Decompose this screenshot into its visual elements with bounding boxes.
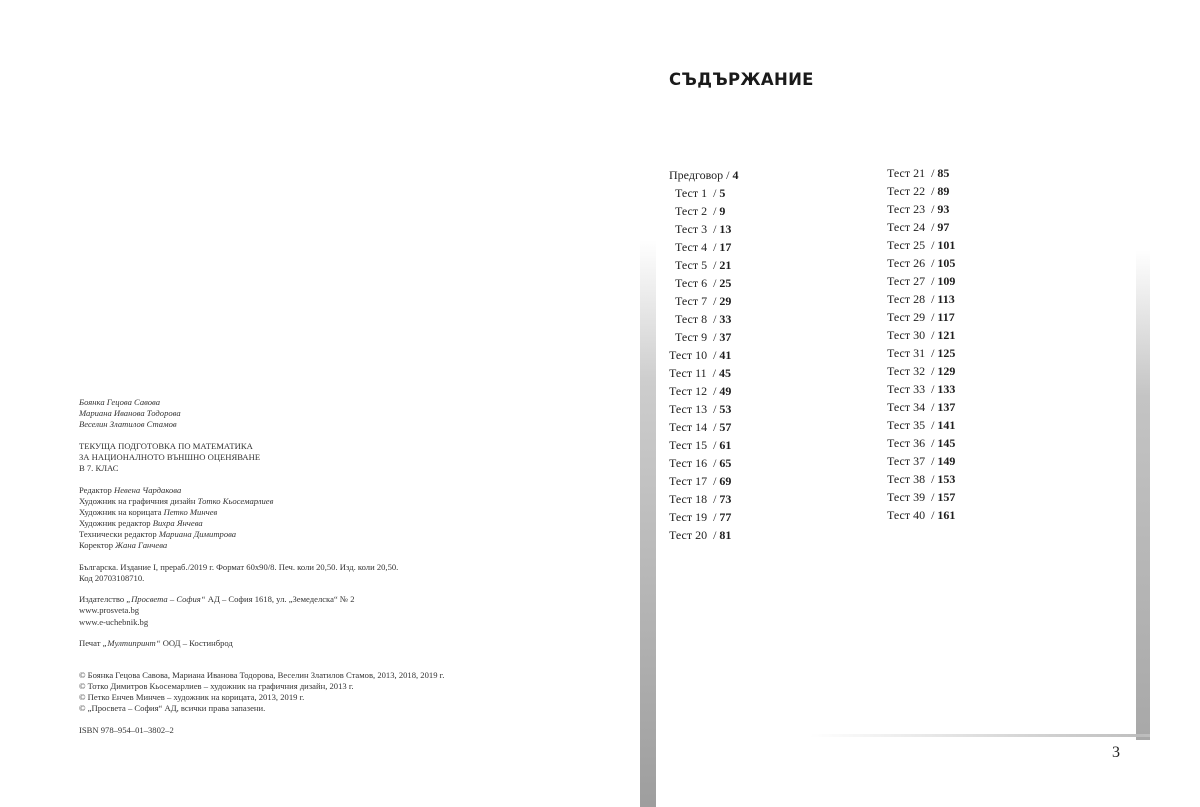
toc-entry-separator: / xyxy=(707,330,720,344)
toc-entry-separator: / xyxy=(707,186,720,200)
toc-entry-separator: / xyxy=(706,366,719,380)
credit-line: Художник на графичния дизайн Тотко Кьосемарлиев xyxy=(79,495,274,506)
toc-entry-page: 17 xyxy=(719,240,732,254)
book-title-line: В 7. КЛАС xyxy=(79,462,119,473)
toc-entry[interactable] xyxy=(887,362,955,380)
isbn-line: ISBN 978–954–01–3802–2 xyxy=(79,725,174,736)
toc-entry-page: 137 xyxy=(937,400,956,414)
toc-entry-page: 109 xyxy=(937,274,956,288)
toc-entry-page: 4 xyxy=(732,168,739,182)
toc-entry[interactable] xyxy=(669,346,739,364)
toc-entry[interactable] xyxy=(669,418,739,436)
toc-entry-page: 133 xyxy=(937,382,956,396)
toc-entry[interactable] xyxy=(669,292,739,310)
toc-entry-separator: / xyxy=(925,400,938,414)
toc-entry[interactable] xyxy=(887,380,955,398)
toc-entry-label: Тест 7 xyxy=(675,294,708,308)
copyright-line: © Петко Енчев Минчев – художник на корицата, 2013, 2019 г. xyxy=(79,692,305,703)
toc-entry-label: Тест 30 xyxy=(887,328,926,342)
toc-entry[interactable] xyxy=(887,218,955,236)
toc-entry-page: 41 xyxy=(719,348,732,362)
toc-entry-label: Тест 5 xyxy=(675,258,708,272)
toc-entry-page: 85 xyxy=(937,166,950,180)
toc-entry[interactable] xyxy=(887,272,955,290)
toc-entry-page: 89 xyxy=(937,184,950,198)
toc-entry-label: Тест 6 xyxy=(675,276,708,290)
toc-entry-label: Тест 15 xyxy=(669,438,708,452)
toc-entry-separator: / xyxy=(707,276,720,290)
toc-entry-page: 125 xyxy=(937,346,956,360)
toc-entry-separator: / xyxy=(707,384,720,398)
toc-column-left xyxy=(669,166,739,544)
author-line: Веселин Златилов Стамов xyxy=(79,419,177,430)
toc-entry-label: Тест 27 xyxy=(887,274,926,288)
copyright-line: © Тотко Димитров Кьосемарлиев – художник на графичния дизайн, 2013 г. xyxy=(79,681,354,692)
toc-entry-separator: / xyxy=(925,418,938,432)
toc-entry-page: 37 xyxy=(719,330,732,344)
toc-entry[interactable] xyxy=(669,184,739,202)
toc-entry-separator: / xyxy=(707,402,720,416)
toc-entry-page: 93 xyxy=(937,202,950,216)
toc-entry-separator: / xyxy=(707,492,720,506)
toc-entry[interactable] xyxy=(887,290,955,308)
credit-line: Художник на корицата Петко Минчев xyxy=(79,506,218,517)
toc-entry[interactable] xyxy=(669,454,739,472)
toc-entry-label: Тест 38 xyxy=(887,472,926,486)
toc-entry-label: Тест 35 xyxy=(887,418,926,432)
toc-entry-label: Тест 2 xyxy=(675,204,708,218)
toc-title: СЪДЪРЖАНИЕ xyxy=(669,70,814,89)
toc-column-right xyxy=(887,164,955,524)
toc-entry[interactable] xyxy=(887,398,955,416)
toc-entry-page: 65 xyxy=(719,456,732,470)
toc-entry[interactable] xyxy=(669,328,739,346)
page-edge-shadow xyxy=(1136,250,1150,740)
toc-entry[interactable] xyxy=(669,400,739,418)
toc-entry-label: Тест 18 xyxy=(669,492,708,506)
toc-entry-separator: / xyxy=(925,238,938,252)
toc-entry-label: Тест 20 xyxy=(669,528,708,542)
toc-entry-separator: / xyxy=(925,310,938,324)
toc-entry[interactable] xyxy=(669,166,739,184)
toc-entry[interactable] xyxy=(887,470,955,488)
toc-entry[interactable] xyxy=(669,220,739,238)
toc-entry-separator: / xyxy=(925,508,938,522)
toc-entry-separator: / xyxy=(707,204,720,218)
page-number: 3 xyxy=(1112,744,1120,761)
toc-entry-page: 53 xyxy=(719,402,732,416)
toc-entry-label: Тест 28 xyxy=(887,292,926,306)
toc-entry-page: 29 xyxy=(719,294,732,308)
toc-entry-separator: / xyxy=(707,510,720,524)
toc-entry-label: Тест 37 xyxy=(887,454,926,468)
toc-entry-label: Тест 14 xyxy=(669,420,708,434)
toc-entry-separator: / xyxy=(707,312,720,326)
toc-entry[interactable] xyxy=(669,490,739,508)
toc-entry-label: Тест 29 xyxy=(887,310,926,324)
toc-entry-page: 129 xyxy=(937,364,956,378)
toc-entry-page: 161 xyxy=(937,508,956,522)
toc-entry-label: Тест 36 xyxy=(887,436,926,450)
toc-entry-separator: / xyxy=(707,456,720,470)
toc-entry-label: Тест 8 xyxy=(675,312,708,326)
toc-entry-page: 141 xyxy=(937,418,956,432)
toc-entry-label: Тест 9 xyxy=(675,330,708,344)
toc-entry-separator: / xyxy=(925,256,938,270)
toc-entry-separator: / xyxy=(925,292,938,306)
toc-entry-separator: / xyxy=(925,202,938,216)
toc-entry-page: 5 xyxy=(719,186,726,200)
author-line: Боянка Гецова Савова xyxy=(79,397,160,407)
toc-entry-page: 69 xyxy=(719,474,732,488)
toc-entry-label: Тест 25 xyxy=(887,238,926,252)
toc-entry-label: Тест 4 xyxy=(675,240,708,254)
toc-entry-label: Тест 23 xyxy=(887,202,926,216)
toc-entry-separator: / xyxy=(723,168,733,182)
toc-entry-separator: / xyxy=(707,240,720,254)
toc-entry-label: Тест 11 xyxy=(669,366,707,380)
website-link: www.e-uchebnik.bg xyxy=(79,616,149,627)
toc-entry-page: 97 xyxy=(937,220,950,234)
toc-entry-page: 21 xyxy=(719,258,732,272)
toc-entry-label: Тест 3 xyxy=(675,222,708,236)
toc-entry-page: 101 xyxy=(937,238,956,252)
right-page xyxy=(640,0,1200,807)
toc-entry[interactable] xyxy=(887,434,955,452)
toc-entry-page: 33 xyxy=(719,312,732,326)
toc-entry-label: Тест 19 xyxy=(669,510,708,524)
toc-entry-separator: / xyxy=(925,364,938,378)
book-title-line: ЗА НАЦИОНАЛНОТО ВЪНШНО ОЦЕНЯВАНЕ xyxy=(79,451,261,462)
toc-entry-label: Тест 16 xyxy=(669,456,708,470)
copyright-line: © Боянка Гецова Савова, Мариана Иванова Тодорова, Веселин Златилов Стамов, 2013, 2018, 2019 г. xyxy=(79,670,445,681)
toc-entry-label: Тест 13 xyxy=(669,402,708,416)
toc-entry-label: Тест 21 xyxy=(887,166,926,180)
toc-entry-separator: / xyxy=(707,294,720,308)
toc-entry-separator: / xyxy=(925,220,938,234)
toc-entry[interactable] xyxy=(887,506,955,524)
toc-entry-page: 73 xyxy=(719,492,732,506)
toc-entry[interactable] xyxy=(887,236,955,254)
toc-entry-label: Тест 24 xyxy=(887,220,926,234)
bottom-divider xyxy=(810,734,1150,737)
toc-entry-separator: / xyxy=(707,528,720,542)
credit-line: Редактор Невена Чардакова xyxy=(79,484,182,495)
toc-entry[interactable] xyxy=(887,182,955,200)
toc-entry-page: 105 xyxy=(937,256,956,270)
publisher-line: Издателство „Просвета – София“ АД – София 1618, ул. „Земеделска“ № 2 xyxy=(79,594,355,605)
toc-entry[interactable] xyxy=(669,436,739,454)
toc-entry-label: Тест 34 xyxy=(887,400,926,414)
toc-entry[interactable] xyxy=(669,238,739,256)
toc-entry-separator: / xyxy=(925,490,938,504)
toc-entry[interactable] xyxy=(887,344,955,362)
toc-entry[interactable] xyxy=(669,256,739,274)
toc-entry-page: 153 xyxy=(937,472,956,486)
edition-line: Код 20703108710. xyxy=(79,572,145,583)
toc-entry-label: Тест 17 xyxy=(669,474,708,488)
toc-entry-page: 145 xyxy=(937,436,956,450)
toc-entry-separator: / xyxy=(707,348,720,362)
toc-entry[interactable] xyxy=(669,508,739,526)
toc-entry[interactable] xyxy=(887,254,955,272)
toc-entry-page: 57 xyxy=(719,420,732,434)
toc-entry-page: 121 xyxy=(937,328,956,342)
toc-entry-separator: / xyxy=(925,436,938,450)
page-edge-shadow xyxy=(640,240,656,807)
toc-entry-label: Тест 32 xyxy=(887,364,926,378)
credit-line: Художник редактор Вихра Янчева xyxy=(79,517,203,528)
toc-entry-separator: / xyxy=(925,346,938,360)
toc-entry[interactable] xyxy=(669,274,739,292)
toc-entry-separator: / xyxy=(925,382,938,396)
edition-line: Българска. Издание I, прераб./2019 г. Формат 60х90/8. Печ. коли 20,50. Изд. коли 20,50. xyxy=(79,561,399,572)
toc-entry[interactable] xyxy=(887,200,955,218)
toc-entry-separator: / xyxy=(925,328,938,342)
toc-entry-page: 157 xyxy=(937,490,956,504)
toc-entry-separator: / xyxy=(925,166,938,180)
toc-entry-label: Тест 40 xyxy=(887,508,926,522)
toc-entry-label: Тест 1 xyxy=(675,186,708,200)
toc-entry[interactable] xyxy=(887,164,955,182)
toc-entry[interactable] xyxy=(669,382,739,400)
copyright-line: © „Просвета – София“ АД, всички права запазени. xyxy=(79,703,266,714)
toc-entry-label: Предговор xyxy=(669,168,724,182)
toc-entry-page: 77 xyxy=(719,510,732,524)
toc-entry-label: Тест 10 xyxy=(669,348,708,362)
toc-entry-page: 117 xyxy=(937,310,955,324)
toc-entry-separator: / xyxy=(707,420,720,434)
toc-entry-separator: / xyxy=(707,258,720,272)
printer-line: Печат „Мултипринт“ ООД – Костинброд xyxy=(79,638,233,649)
toc-entry-separator: / xyxy=(925,454,938,468)
toc-entry-label: Тест 22 xyxy=(887,184,926,198)
toc-entry-page: 113 xyxy=(937,292,955,306)
toc-entry-label: Тест 26 xyxy=(887,256,926,270)
toc-entry-page: 25 xyxy=(719,276,732,290)
toc-entry[interactable] xyxy=(887,326,955,344)
website-link: www.prosveta.bg xyxy=(79,605,140,616)
toc-entry-label: Тест 12 xyxy=(669,384,708,398)
toc-entry-page: 9 xyxy=(719,204,726,218)
toc-entry[interactable] xyxy=(887,308,955,326)
toc-entry-separator: / xyxy=(925,184,938,198)
toc-entry[interactable] xyxy=(669,364,739,382)
toc-entry-page: 61 xyxy=(719,438,732,452)
toc-entry[interactable] xyxy=(669,202,739,220)
toc-entry[interactable] xyxy=(887,416,955,434)
toc-entry-label: Тест 39 xyxy=(887,490,926,504)
toc-entry-separator: / xyxy=(707,222,720,236)
toc-entry[interactable] xyxy=(669,472,739,490)
credit-line: Технически редактор Мариана Димитрова xyxy=(79,528,237,539)
toc-entry[interactable] xyxy=(669,526,739,544)
toc-entry-separator: / xyxy=(707,438,720,452)
author-line: Мариана Иванова Тодорова xyxy=(79,408,181,419)
toc-entry-page: 13 xyxy=(719,222,732,236)
imprint-block xyxy=(79,397,444,736)
toc-entry-separator: / xyxy=(925,472,938,486)
toc-entry-page: 81 xyxy=(719,528,732,542)
toc-entry-label: Тест 33 xyxy=(887,382,926,396)
toc-entry-label: Тест 31 xyxy=(887,346,926,360)
toc-entry-page: 45 xyxy=(718,366,731,380)
toc-entry-page: 49 xyxy=(719,384,732,398)
book-title-line: ТЕКУЩА ПОДГОТОВКА ПО МАТЕМАТИКА xyxy=(79,440,253,451)
toc-entry[interactable] xyxy=(887,452,955,470)
toc-entry-separator: / xyxy=(925,274,938,288)
toc-entry-separator: / xyxy=(707,474,720,488)
credit-line: Коректор Жана Ганчева xyxy=(79,540,168,551)
toc-entry[interactable] xyxy=(887,488,955,506)
toc-entry[interactable] xyxy=(669,310,739,328)
toc-entry-page: 149 xyxy=(937,454,956,468)
